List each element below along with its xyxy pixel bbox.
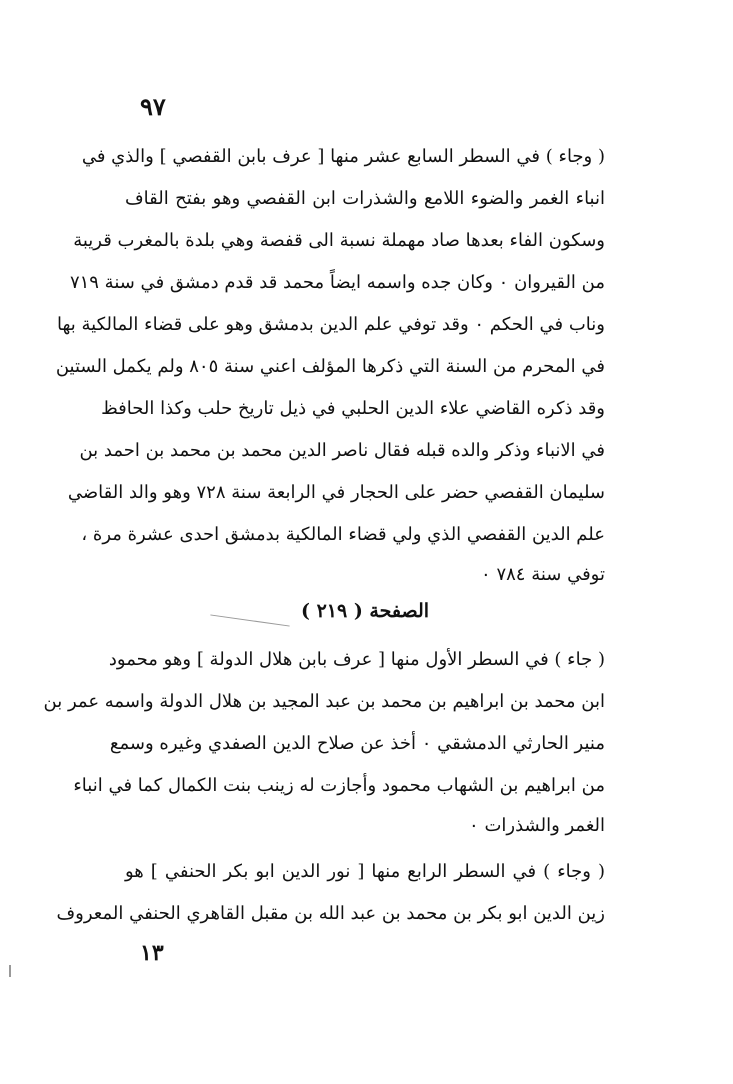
text-line: ابن محمد بن ابراهيم بن محمد بن عبد المجيد بن هلال الدولة واسمه عمر بن (43, 691, 605, 712)
text-line: الغمر والشذرات ٠ (469, 815, 605, 836)
text-line: ( وجاء ) في السطر الرابع منها [ نور الدين ابو بكر الحنفي ] هو (125, 861, 605, 882)
text-line: ( وجاء ) في السطر السابع عشر منها [ عرف بابن القفصي ] والذي في (81, 146, 605, 167)
text-line: من القيروان ٠ وكان جده واسمه ايضاً محمد قد قدم دمشق في سنة ٧١٩ (69, 272, 605, 293)
text-line: سليمان القفصي حضر على الحجار في الرابعة سنة ٧٢٨ وهو والد القاضي (67, 482, 605, 503)
text-line: توفي سنة ٧٨٤ ٠ (481, 564, 605, 585)
text-line: من ابراهيم بن الشهاب محمود وأجازت له زينب بنت الكمال كما في انباء (73, 775, 605, 796)
text-line: في المحرم من السنة التي ذكرها المؤلف اعني سنة ٨٠٥ ولم يكمل الستين (55, 356, 605, 377)
text-line: وسكون الفاء بعدها صاد مهملة نسبة الى قفصة وهي بلدة بالمغرب قريبة (73, 230, 605, 251)
text-line: وناب في الحكم ٠ وقد توفي علم الدين بدمشق وهو على قضاء المالكية بها (56, 314, 605, 335)
text-line: زين الدين ابو بكر بن محمد بن عبد الله بن مقبل القاهري الحنفي المعروف (56, 903, 605, 924)
scan-mark (9, 965, 11, 977)
section-heading: الصفحة ( ٢١٩ ) (300, 600, 430, 622)
signature-mark: ١٣ (140, 940, 164, 966)
text-line: في الانباء وذكر والده قبله فقال ناصر الدين محمد بن محمد بن احمد بن (79, 440, 605, 461)
text-line: ( جاء ) في السطر الأول منها [ عرف بابن هلال الدولة ] وهو محمود (108, 649, 605, 670)
text-line: علم الدين القفصي الذي ولي قضاء المالكية بدمشق احدى عشرة مرة ، (81, 524, 605, 545)
text-line: منير الحارثي الدمشقي ٠ أخذ عن صلاح الدين الصفدي وغيره وسمع (109, 733, 605, 754)
text-line: انباء الغمر والضوء اللامع والشذرات ابن القفصي وهو بفتح القاف (125, 188, 605, 209)
text-line: وقد ذكره القاضي علاء الدين الحلبي في ذيل تاريخ حلب وكذا الحافظ (101, 398, 605, 419)
page-number: ٩٧ (140, 92, 166, 121)
